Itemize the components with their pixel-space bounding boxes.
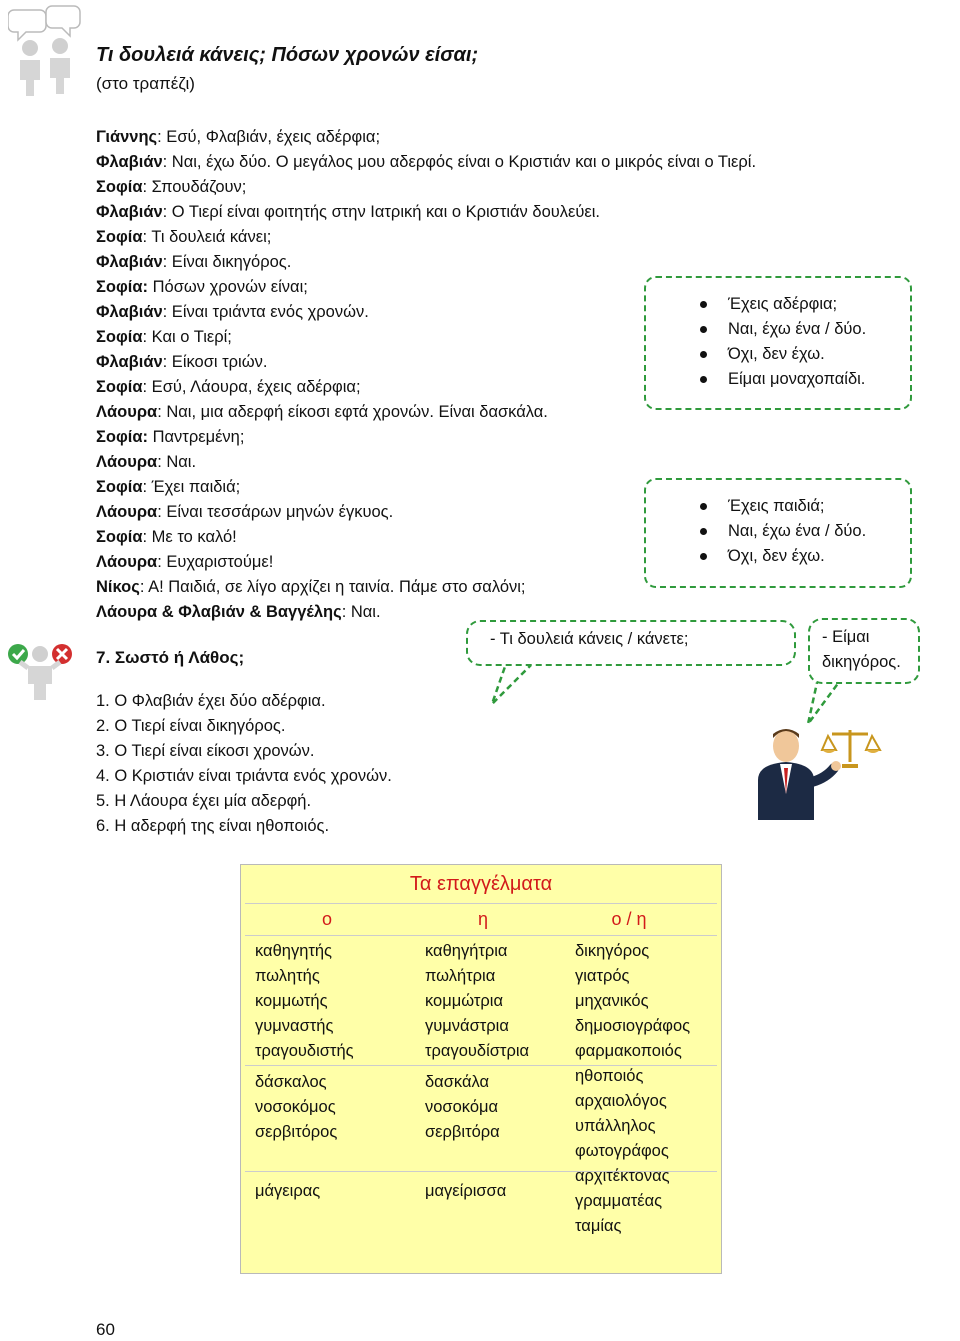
table-cell: φαρμακοποιός <box>575 1042 682 1060</box>
page-subtitle: (στο τραπέζι) <box>96 74 195 93</box>
table-cell: πωλητής <box>255 967 320 985</box>
list-item: Είμαι μοναχοπαίδι. <box>700 367 866 392</box>
list-item: 1. Ο Φλαβιάν έχει δύο αδέρφια. <box>96 692 326 710</box>
dialogue-line: Φλαβιάν: Είναι τριάντα ενός χρονών. <box>96 303 369 321</box>
dialogue-line: Φλαβιάν: Είναι δικηγόρος. <box>96 253 292 271</box>
dialogue-line: Σοφία: Πόσων χρονών είναι; <box>96 278 308 296</box>
true-false-title: 7. Σωστό ή Λάθος; <box>96 648 245 667</box>
professions-table <box>240 864 722 1274</box>
table-cell: καθηγήτρια <box>425 942 508 960</box>
column-header-o: ο <box>321 909 332 929</box>
table-cell: νοσοκόμος <box>255 1098 336 1116</box>
children-phrases-list <box>700 494 866 569</box>
list-item: 5. Η Λάουρα έχει μία αδερφή. <box>96 792 312 810</box>
table-cell: μηχανικός <box>575 992 649 1010</box>
dialogue-line: Σοφία: Έχει παιδιά; <box>96 478 241 496</box>
answer-bubble-line-1: - Είμαι <box>822 628 870 646</box>
table-cell: γυμναστής <box>255 1017 334 1035</box>
question-bubble <box>466 620 796 666</box>
dialogue-line: Λάουρα & Φλαβιάν & Βαγγέλης: Ναι. <box>96 603 381 621</box>
column-header-i: η <box>477 909 488 929</box>
list-item: Έχεις παιδιά; <box>700 494 866 519</box>
table-cell: τραγουδίστρια <box>425 1042 530 1060</box>
table-cell: υπάλληλος <box>575 1117 656 1135</box>
true-false-icon <box>4 636 76 702</box>
table-cell: γραμματέας <box>575 1192 663 1210</box>
dialogue-line: Σοφία: Και ο Τιερί; <box>96 328 232 346</box>
table-cell: αρχιτέκτονας <box>575 1167 670 1185</box>
lawyer-illustration <box>750 722 900 820</box>
list-item: Ναι, έχω ένα / δύο. <box>700 317 866 342</box>
table-cell: μαγείρισσα <box>425 1182 507 1200</box>
professions-title: Τα επαγγέλματα <box>409 873 553 895</box>
page-title: Τι δουλειά κάνεις; Πόσων χρονών είσαι; <box>96 44 479 66</box>
page-number: 60 <box>96 1320 115 1339</box>
dialogue-line: Λάουρα: Ναι. <box>96 453 197 471</box>
siblings-phrases-list <box>700 292 866 392</box>
table-cell: σερβιτόρα <box>425 1123 500 1141</box>
table-cell: κομμωτής <box>255 992 328 1010</box>
table-cell: ταμίας <box>575 1217 622 1235</box>
list-item: 6. Η αδερφή της είναι ηθοποιός. <box>96 817 330 835</box>
list-item: 2. Ο Τιερί είναι δικηγόρος. <box>96 717 286 735</box>
table-cell: γυμνάστρια <box>425 1017 509 1035</box>
table-cell: κομμώτρια <box>425 992 503 1010</box>
answer-bubble-line-2: δικηγόρος. <box>822 653 901 671</box>
dialogue-line: Λάουρα: Ναι, μια αδερφή είκοσι εφτά χρονών. Είναι δασκάλα. <box>96 403 548 421</box>
table-cell: δάσκαλος <box>255 1073 327 1091</box>
table-cell: μάγειρας <box>255 1182 321 1200</box>
list-item: 3. Ο Τιερί είναι είκοσι χρονών. <box>96 742 315 760</box>
table-cell: δικηγόρος <box>575 942 650 960</box>
table-cell: φωτογράφος <box>575 1142 669 1160</box>
table-cell: γιατρός <box>575 967 630 985</box>
dialogue-line: Φλαβιάν: Ναι, έχω δύο. Ο μεγάλος μου αδερφός είναι ο Κριστιάν και ο μικρός είναι ο Τιερί. <box>96 153 757 171</box>
column-o <box>255 939 354 1204</box>
answer-bubble <box>808 618 920 684</box>
dialogue-line: Φλαβιάν: Ο Τιερί είναι φοιτητής στην Ιατρική και ο Κριστιάν δουλεύει. <box>96 203 601 221</box>
list-item: Όχι, δεν έχω. <box>700 544 866 569</box>
column-oi <box>575 939 690 1239</box>
table-cell: ηθοποιός <box>575 1067 644 1085</box>
dialogue-line: Νίκος: Α! Παιδιά, σε λίγο αρχίζει η ταινία. Πάμε στο σαλόνι; <box>96 578 526 596</box>
list-item: 4. Ο Κριστιάν είναι τριάντα ενός χρονών. <box>96 767 392 785</box>
dialogue-line: Σοφία: Εσύ, Λάουρα, έχεις αδέρφια; <box>96 378 361 396</box>
table-cell: δημοσιογράφος <box>575 1017 691 1035</box>
dialogue-line: Γιάννης: Εσύ, Φλαβιάν, έχεις αδέρφια; <box>96 128 381 146</box>
list-item: Έχεις αδέρφια; <box>700 292 866 317</box>
table-cell: αρχαιολόγος <box>575 1092 667 1110</box>
dialogue-line: Σοφία: Παντρεμένη; <box>96 428 245 446</box>
dialogue-line: Σοφία: Τι δουλειά κάνει; <box>96 228 272 246</box>
table-cell: πωλήτρια <box>425 967 496 985</box>
table-cell: σερβιτόρος <box>255 1123 338 1141</box>
list-item: Ναι, έχω ένα / δύο. <box>700 519 866 544</box>
column-i <box>425 939 529 1204</box>
table-cell: νοσοκόμα <box>425 1098 499 1116</box>
dialogue-line: Φλαβιάν: Είκοσι τριών. <box>96 353 268 371</box>
table-cell: καθηγητής <box>255 942 333 960</box>
dialogue-line: Σοφία: Σπουδάζουν; <box>96 178 247 196</box>
table-cell: δασκάλα <box>425 1073 490 1091</box>
list-item: Όχι, δεν έχω. <box>700 342 866 367</box>
speech-figures-icon <box>8 2 84 98</box>
column-header-oi: ο / η <box>611 909 647 929</box>
dialogue-line: Λάουρα: Ευχαριστούμε! <box>96 553 274 571</box>
table-cell: τραγουδιστής <box>255 1042 354 1060</box>
question-bubble-text: - Τι δουλειά κάνεις / κάνετε; <box>490 630 689 648</box>
dialogue-line: Λάουρα: Είναι τεσσάρων μηνών έγκυος. <box>96 503 394 521</box>
dialogue-line: Σοφία: Με το καλό! <box>96 528 237 546</box>
